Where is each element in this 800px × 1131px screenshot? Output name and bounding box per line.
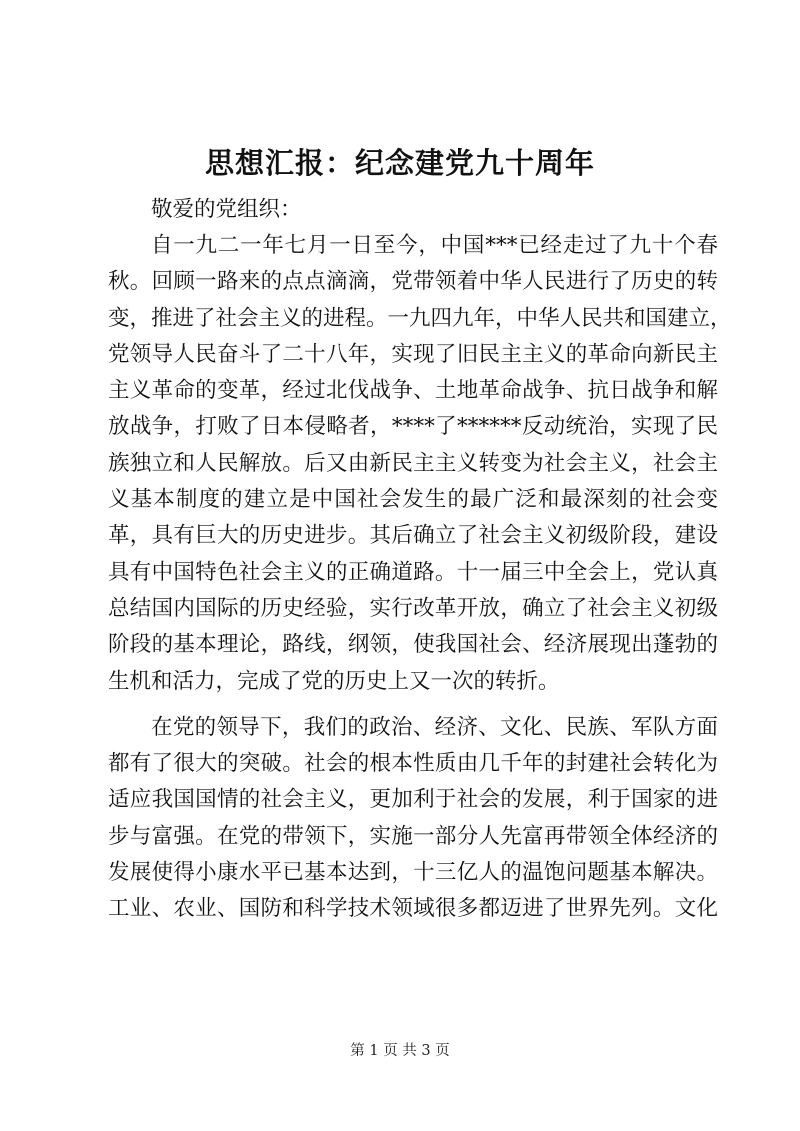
text-line: 党领导人民奋斗了二十八年，实现了旧民主主义的革命向新民主 [108,341,718,367]
text-line: 阶段的基本理论，路线，纲领，使我国社会、经济展现出蓬勃的 [108,632,718,658]
text-line: 步与富强。在党的带领下，实施一部分人先富再带领全体经济的 [108,823,718,849]
text-line: 秋。回顾一路来的点点滴滴，党带领着中华人民进行了历史的转 [108,269,718,295]
text-line: 工业、农业、国防和科学技术领域很多都迈进了世界先列。文化 [108,896,718,922]
page-footer: 第 1 页 共 3 页 [350,1043,450,1059]
paragraph-1 [108,228,732,700]
text-line: 都有了很大的突破。社会的根本性质由几千年的封建社会转化为 [108,751,718,777]
text-line: 革，具有巨大的历史进步。其后确立了社会主义初级阶段，建设 [108,523,718,549]
document-body [108,192,732,928]
text-line: 变，推进了社会主义的进程。一九四九年，中华人民共和国建立， [108,305,732,331]
text-line: 生机和活力，完成了党的历史上又一次的转折。 [108,668,560,694]
text-line: 自一九二一年七月一日至今，中国***已经走过了九十个春 [151,233,718,258]
greeting-line: 敬爱的党组织： [151,197,302,222]
paragraph-spacer [108,700,718,710]
text-line: 在党的领导下，我们的政治、经济、文化、民族、军队方面 [151,714,718,740]
text-line: 适应我国国情的社会主义，更加利于社会的发展，利于国家的进 [108,787,718,813]
text-line: 族独立和人民解放。后又由新民主主义转变为社会主义，社会主 [108,450,718,476]
text-line: 具有中国特色社会主义的正确道路。十一届三中全会上，党认真 [108,559,718,585]
paragraph-2 [108,710,718,928]
document-title: 思想汇报：纪念建党九十周年 [204,146,595,180]
text-line: 放战争，打败了日本侵略者，****了******反动统治，实现了民 [108,414,718,440]
text-line: 主义革命的变革，经过北伐战争、土地革命战争、抗日战争和解 [108,378,718,404]
text-line: 总结国内国际的历史经验，实行改革开放，确立了社会主义初级 [108,595,718,621]
text-line: 义基本制度的建立是中国社会发生的最广泛和最深刻的社会变 [108,487,718,513]
text-line: 发展使得小康水平已基本达到，十三亿人的温饱问题基本解决。 [108,860,718,886]
